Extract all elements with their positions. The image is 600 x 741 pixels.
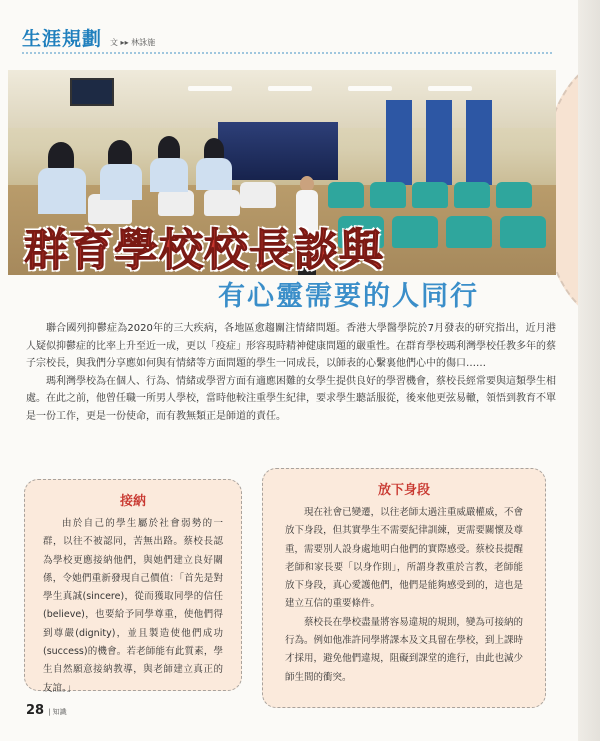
student-uniform <box>196 158 232 190</box>
ceiling-light <box>188 86 232 91</box>
article-subheadline: 有心靈需要的人同行 <box>218 281 479 312</box>
page-number: 28 <box>26 703 45 718</box>
chair <box>204 190 240 216</box>
student-uniform <box>100 164 142 200</box>
box-body <box>263 504 545 687</box>
ceiling-light <box>348 86 392 91</box>
chair <box>240 182 276 208</box>
article-body <box>26 320 556 425</box>
header-divider <box>22 52 552 54</box>
chair <box>328 182 364 208</box>
box-body <box>25 515 241 698</box>
box-title: 放下身段 <box>377 483 430 498</box>
box-title: 接納 <box>119 494 146 509</box>
magazine-name: | 知識 <box>48 708 67 716</box>
page-header <box>22 24 155 51</box>
ceiling-light <box>428 86 472 91</box>
chair <box>496 182 532 208</box>
student-uniform <box>150 158 188 192</box>
ceiling-light <box>268 86 312 91</box>
box-paragraph: 由於自己的學生屬於社會弱勢的一群，以往不被認同，苦無出路。蔡校長認為學校更應接納他們，與她們建立良好關係，令她們重新發現自己價值：「首先是對學生真誠(sincere)，從而獲取同學的信任(believe)，也要給予同學尊重，使他們得到尊嚴(dignity)，並且製造使他們成功(success)的機會。若老師能有此質素，學生自然願意接納教導，與老師建立真正的友誼。」 <box>43 518 223 694</box>
wall-tv <box>70 78 114 106</box>
student-uniform <box>38 168 86 214</box>
chair <box>158 190 194 216</box>
photo-stage <box>218 122 338 180</box>
page-footer <box>26 703 67 718</box>
body-paragraph: 瑪利灣學校為在個人、行為、情緒或學習方面有適應困難的女學生提供良好的學習機會，蔡校長經常要與這類學生相處。在此之前，他曾任職一所男人學校，當時他較注重學生紀律，要求學生聽話服從，後來他更弦易轍，領悟到教育不單是一份工作，更是一份使命，而有教無類正是師道的責任。 <box>26 375 556 422</box>
box-paragraph: 現在社會已變遷，以往老師太過注重威嚴權威，不會放下身段，但其實學生不需要紀律訓練，更需要關懷及尊重，需要別人設身處地明白他們的實際感受。蔡校長提醒老師和家長要「以身作則」，所謂身教重於言教，老師能放下身段，真心愛護他們，他們是能夠感受到的，這也是建立互信的重要條件。 <box>285 507 523 610</box>
box-paragraph: 蔡校長在學校盡量將容易違規的規則，變為可接納的行為。例如他准許同學將課本及文具留在學校，到上課時才採用，避免他們違規，阻礙到課堂的進行，由此也減少師生間的衝突。 <box>285 616 523 683</box>
sidebar-box-humility <box>262 468 546 708</box>
page-edge <box>578 0 600 741</box>
body-paragraph: 聯合國列抑鬱症為2020年的三大疾病，各地區愈趨關注情緒問題。香港大學醫學院於7月發表的研究指出，近月港人疑似抑鬱症的比率上升至近一成，更以「疫症」形容現時精神健康問題的嚴重性。在群育學校瑪利灣學校任教多年的蔡子宗校長，與我們分享應如何與有情緒等方面問題的學生一同成長，以師表的心繫裏他們心中的傷口…… <box>26 323 556 369</box>
article-headline: 群育學校校長談與 <box>24 225 384 276</box>
column-title: 生涯規劃 <box>22 28 103 50</box>
chair <box>412 182 448 208</box>
byline: 文 ▸▸ 林詠施 <box>110 38 156 47</box>
sidebar-box-acceptance <box>24 479 242 694</box>
chair <box>370 182 406 208</box>
chair <box>454 182 490 208</box>
